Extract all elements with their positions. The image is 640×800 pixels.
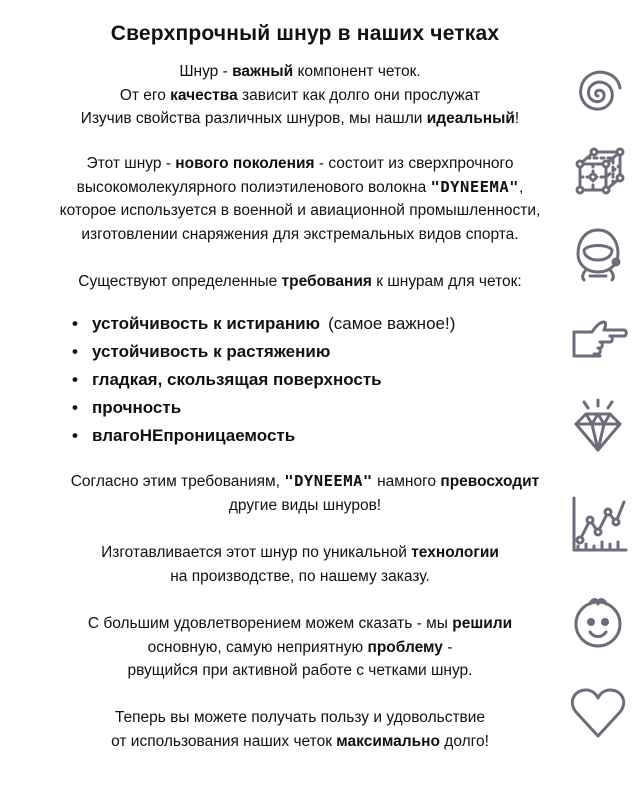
comparison-paragraph: Согласно этим требованиям, "DYNEEMA" намного превосходит другие виды шнуров! bbox=[70, 472, 540, 514]
brand-name: "DYNEEMA" bbox=[430, 177, 520, 196]
requirements-list bbox=[72, 310, 455, 450]
heart-icon bbox=[566, 680, 630, 744]
technology-paragraph: Изготавливается этот шнур по уникальной технологии на производстве, по нашему заказу. bbox=[101, 544, 499, 585]
new-generation-paragraph: Этот шнур - нового поколения - состоит из сверхпрочного высокомолекулярного полиэтиленового волокна "DYNEEMA", которое используется в военной и авиационной промышленности, изготовлении снаряжения для экстремальных видов спорта. bbox=[59, 155, 541, 243]
list-item: • гладкая, скользящая поверхность bbox=[72, 366, 455, 394]
diamond-icon bbox=[566, 394, 630, 458]
pointing-hand-icon bbox=[566, 308, 630, 372]
astronaut-icon bbox=[566, 220, 630, 284]
page-title: Сверхпрочный шнур в наших четках bbox=[110, 22, 500, 45]
list-item: • устойчивость к растяжению bbox=[72, 338, 455, 366]
closing-paragraph: Теперь вы можете получать пользу и удовольствие от использования наших четок максимально долго! bbox=[111, 709, 489, 750]
solved-paragraph: С большим удовлетворением можем сказать - мы решили основную, самую неприятную проблему - рвущийся при активной работе с четками шнур. bbox=[87, 615, 513, 679]
intro-paragraph: Шнур - важный компонент четок. От его качества зависит как долго они прослужат Изучив свойства различных шнуров, мы нашли идеальный! bbox=[80, 63, 520, 127]
cube-icon bbox=[566, 140, 630, 204]
growth-chart-icon bbox=[566, 492, 630, 556]
requirements-intro: Существуют определенные требования к шнурам для четок: bbox=[78, 273, 522, 290]
smiley-face-icon bbox=[566, 590, 630, 654]
list-item: • устойчивость к истиранию (самое важное!) bbox=[72, 310, 455, 338]
list-item: • влагоНЕпроницаемость bbox=[72, 422, 455, 450]
spiral-icon bbox=[566, 62, 630, 126]
list-item: • прочность bbox=[72, 394, 455, 422]
brand-name: "DYNEEMA" bbox=[284, 472, 373, 490]
